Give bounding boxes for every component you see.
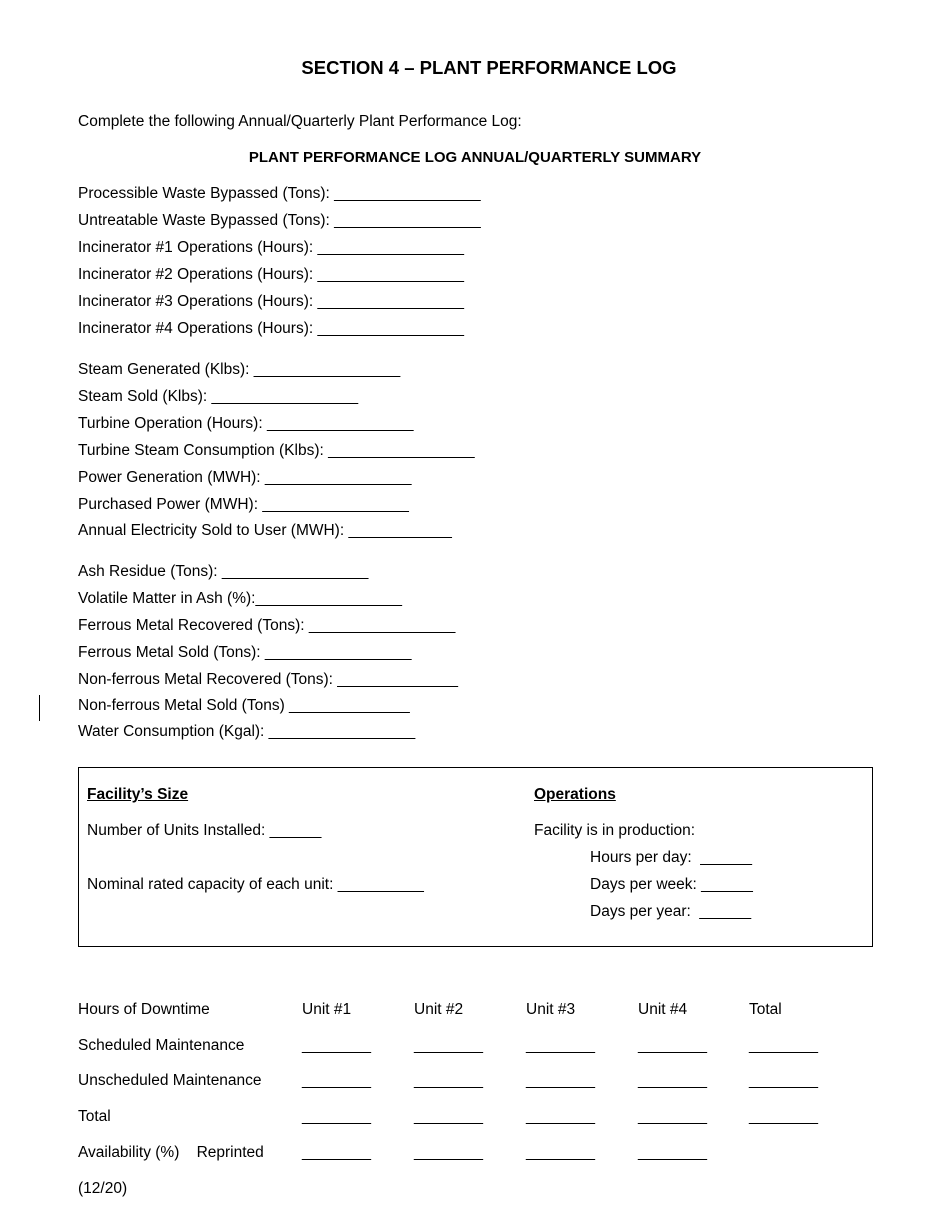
field-power-generation[interactable]: Power Generation (MWH): _________________ <box>78 469 412 486</box>
operations-heading: Operations <box>534 786 616 803</box>
field-ash-residue[interactable]: Ash Residue (Tons): _________________ <box>78 563 369 580</box>
field-water-consumption[interactable]: Water Consumption (Kgal): _________________ <box>78 723 416 740</box>
hours-per-day-field[interactable]: Hours per day: ______ <box>590 849 752 866</box>
blank-unscheduled-unit-1[interactable]: ________ <box>302 1072 371 1089</box>
blank-scheduled-total[interactable]: ________ <box>749 1037 818 1054</box>
days-per-week-field[interactable]: Days per week: ______ <box>590 876 753 893</box>
field-turbine-steam[interactable]: Turbine Steam Consumption (Klbs): _________________ <box>78 442 475 459</box>
field-incinerator-4[interactable]: Incinerator #4 Operations (Hours): _________________ <box>78 320 465 337</box>
blank-scheduled-unit-3[interactable]: ________ <box>526 1037 595 1054</box>
summary-title: PLANT PERFORMANCE LOG ANNUAL/QUARTERLY SUMMARY <box>248 149 702 166</box>
page-title: SECTION 4 – PLANT PERFORMANCE LOG <box>301 57 677 78</box>
row-scheduled-label: Scheduled Maintenance <box>78 1037 245 1054</box>
field-volatile-matter[interactable]: Volatile Matter in Ash (%):_________________ <box>78 590 403 607</box>
field-turbine-operation[interactable]: Turbine Operation (Hours): _________________ <box>78 415 414 432</box>
field-incinerator-1[interactable]: Incinerator #1 Operations (Hours): _________________ <box>78 239 465 256</box>
row-availability-label: Availability (%) Reprinted <box>78 1144 264 1161</box>
field-untreatable-waste[interactable]: Untreatable Waste Bypassed (Tons): _________________ <box>78 212 481 229</box>
field-purchased-power[interactable]: Purchased Power (MWH): _________________ <box>78 496 409 513</box>
blank-scheduled-unit-2[interactable]: ________ <box>414 1037 483 1054</box>
field-incinerator-3[interactable]: Incinerator #3 Operations (Hours): _________________ <box>78 293 465 310</box>
blank-availability-unit-3[interactable]: ________ <box>526 1144 595 1161</box>
row-unscheduled-label: Unscheduled Maintenance <box>78 1072 262 1089</box>
facility-size-heading: Facility’s Size <box>87 786 189 803</box>
intro-text: Complete the following Annual/Quarterly Plant Performance Log: <box>78 113 522 130</box>
field-steam-sold[interactable]: Steam Sold (Klbs): _________________ <box>78 388 359 405</box>
blank-total-unit-3[interactable]: ________ <box>526 1108 595 1125</box>
header-unit-3: Unit #3 <box>526 1001 576 1018</box>
field-nonferrous-sold[interactable]: Non-ferrous Metal Sold (Tons) ______________ <box>78 697 410 714</box>
header-total: Total <box>749 1001 782 1018</box>
blank-availability-unit-4[interactable]: ________ <box>638 1144 707 1161</box>
blank-availability-unit-2[interactable]: ________ <box>414 1144 483 1161</box>
field-nonferrous-recovered[interactable]: Non-ferrous Metal Recovered (Tons): ______________ <box>78 671 458 688</box>
header-unit-1: Unit #1 <box>302 1001 352 1018</box>
blank-total-unit-1[interactable]: ________ <box>302 1108 371 1125</box>
text-cursor <box>39 695 40 721</box>
blank-scheduled-unit-1[interactable]: ________ <box>302 1037 371 1054</box>
revision-date: (12/20) <box>78 1180 128 1197</box>
blank-unscheduled-unit-4[interactable]: ________ <box>638 1072 707 1089</box>
header-unit-4: Unit #4 <box>638 1001 688 1018</box>
blank-unscheduled-unit-3[interactable]: ________ <box>526 1072 595 1089</box>
blank-total-unit-4[interactable]: ________ <box>638 1108 707 1125</box>
blank-total-total[interactable]: ________ <box>749 1108 818 1125</box>
in-production-label: Facility is in production: <box>534 822 696 839</box>
blank-scheduled-unit-4[interactable]: ________ <box>638 1037 707 1054</box>
blank-unscheduled-total[interactable]: ________ <box>749 1072 818 1089</box>
header-unit-2: Unit #2 <box>414 1001 464 1018</box>
field-processible-waste[interactable]: Processible Waste Bypassed (Tons): _________________ <box>78 185 481 202</box>
blank-unscheduled-unit-2[interactable]: ________ <box>414 1072 483 1089</box>
nominal-capacity-field[interactable]: Nominal rated capacity of each unit: __________ <box>87 876 424 893</box>
days-per-year-field[interactable]: Days per year: ______ <box>590 903 752 920</box>
field-incinerator-2[interactable]: Incinerator #2 Operations (Hours): _________________ <box>78 266 465 283</box>
downtime-header-label: Hours of Downtime <box>78 1001 210 1018</box>
blank-availability-unit-1[interactable]: ________ <box>302 1144 371 1161</box>
units-installed-field[interactable]: Number of Units Installed: ______ <box>87 822 322 839</box>
field-ferrous-sold[interactable]: Ferrous Metal Sold (Tons): _________________ <box>78 644 412 661</box>
field-steam-generated[interactable]: Steam Generated (Klbs): _________________ <box>78 361 401 378</box>
field-electricity-sold[interactable]: Annual Electricity Sold to User (MWH): ____________ <box>78 522 452 539</box>
field-ferrous-recovered[interactable]: Ferrous Metal Recovered (Tons): _________________ <box>78 617 456 634</box>
row-total-label: Total <box>78 1108 111 1125</box>
facility-box <box>78 767 873 947</box>
blank-total-unit-2[interactable]: ________ <box>414 1108 483 1125</box>
